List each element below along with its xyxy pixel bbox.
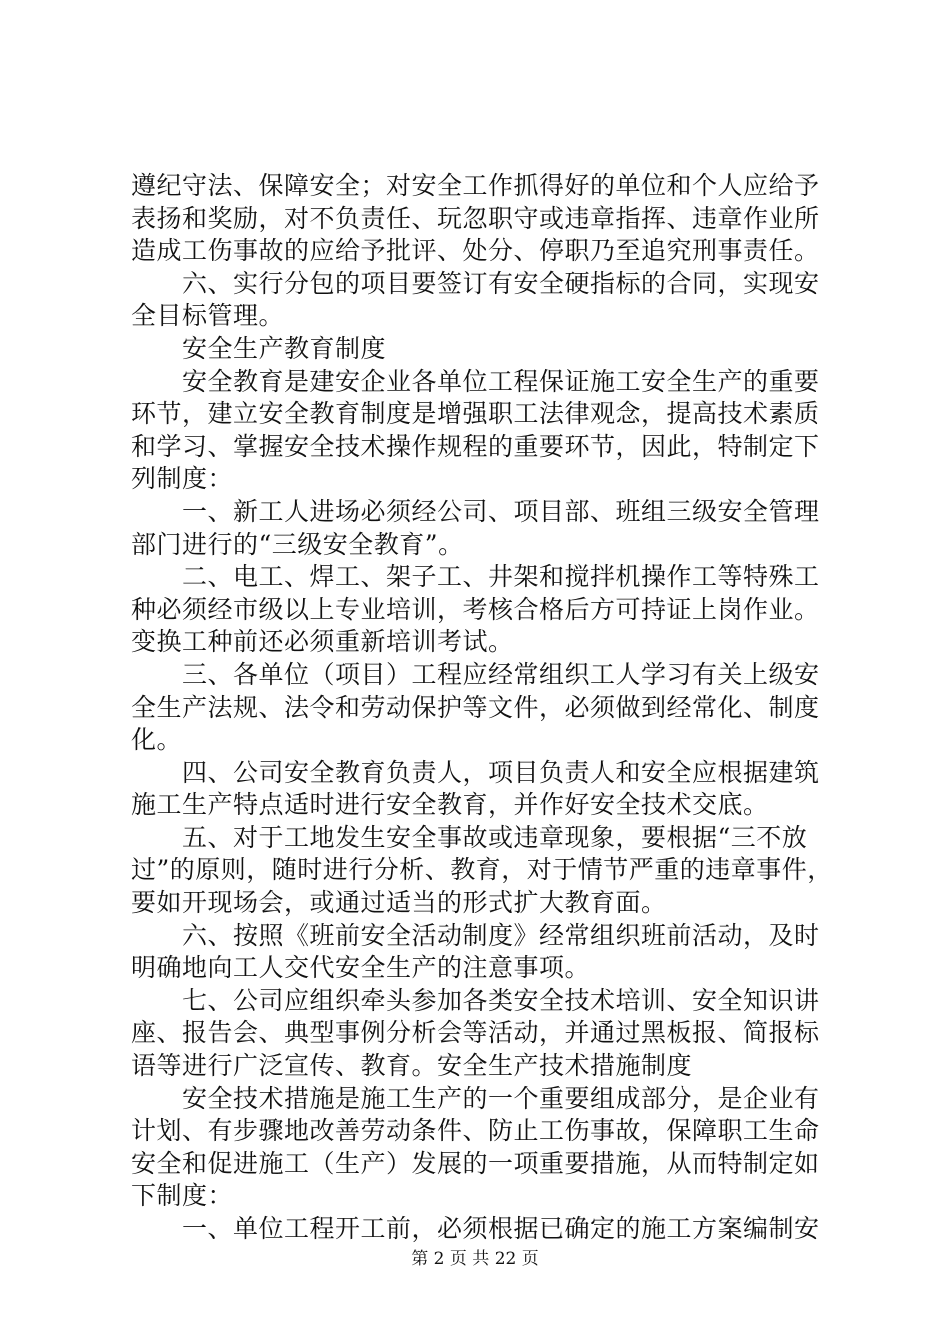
text-line: 下制度： <box>131 1181 234 1211</box>
text-line: 变换工种前还必须重新培训考试。 <box>131 627 514 657</box>
text-line: 遵纪守法、保障安全；对安全工作抓得好的单位和个人应给予 <box>131 171 820 200</box>
text-line: 全生产法规、法令和劳动保护等文件，必须做到经常化、制度 <box>131 692 820 722</box>
text-line: 安全教育是建安企业各单位工程保证施工安全生产的重要 <box>131 366 820 396</box>
text-line: 语等进行广泛宣传、教育。安全生产技术措施制度 <box>131 1051 693 1081</box>
text-line: 安全和促进施工（生产）发展的一项重要措施，从而特制定如 <box>131 1148 820 1178</box>
page-footer: 第 2 页 共 22 页 <box>411 1249 539 1269</box>
text-line: 全目标管理。 <box>131 301 285 331</box>
text-line: 环节，建立安全教育制度是增强职工法律观念，提高技术素质 <box>131 399 820 429</box>
text-line: 明确地向工人交代安全生产的注意事项。 <box>131 953 591 983</box>
text-line: 三、各单位（项目）工程应经常组织工人学习有关上级安 <box>131 659 820 689</box>
text-line: 七、公司应组织牵头参加各类安全技术培训、安全知识讲 <box>131 985 820 1015</box>
text-line: 座、报告会、典型事例分析会等活动，并通过黑板报、简报标 <box>131 1018 820 1048</box>
text-line: 施工生产特点适时进行安全教育，并作好安全技术交底。 <box>131 790 769 820</box>
text-line: 二、电工、焊工、架子工、井架和搅拌机操作工等特殊工 <box>131 562 820 592</box>
text-line: 五、对于工地发生安全事故或违章现象，要根据“三不放 <box>131 822 808 852</box>
text-line: 造成工伤事故的应给予批评、处分、停职乃至追究刑事责任。 <box>131 236 820 266</box>
text-line: 四、公司安全教育负责人，项目负责人和安全应根据建筑 <box>131 757 820 787</box>
text-line: 一、单位工程开工前，必须根据已确定的施工方案编制安 <box>131 1214 820 1243</box>
text-line: 部门进行的“三级安全教育”。 <box>131 529 464 559</box>
text-line: 过”的原则，随时进行分析、教育，对于情节严重的违章事件， <box>131 855 833 885</box>
text-line: 种必须经市级以上专业培训，考核合格后方可持证上岗作业。 <box>131 594 820 624</box>
text-line: 计划、有步骤地改善劳动条件、防止工伤事故，保障职工生命 <box>131 1116 820 1146</box>
text-line: 六、实行分包的项目要签订有安全硬指标的合同，实现安 <box>131 268 820 298</box>
text-line: 一、新工人进场必须经公司、项目部、班组三级安全管理 <box>131 496 820 526</box>
text-line: 和学习、掌握安全技术操作规程的重要环节，因此，特制定下 <box>131 431 820 461</box>
document-body <box>131 170 831 1246</box>
text-line: 要如开现场会，或通过适当的形式扩大教育面。 <box>131 888 667 918</box>
text-line: 化。 <box>131 725 183 755</box>
text-line: 列制度： <box>131 464 234 494</box>
text-line: 表扬和奖励，对不负责任、玩忽职守或违章指挥、违章作业所 <box>131 203 820 233</box>
text-line: 安全技术措施是施工生产的一个重要组成部分，是企业有 <box>131 1083 820 1113</box>
text-line: 安全生产教育制度 <box>131 333 387 363</box>
text-line: 六、按照《班前安全活动制度》经常组织班前活动，及时 <box>131 920 820 950</box>
